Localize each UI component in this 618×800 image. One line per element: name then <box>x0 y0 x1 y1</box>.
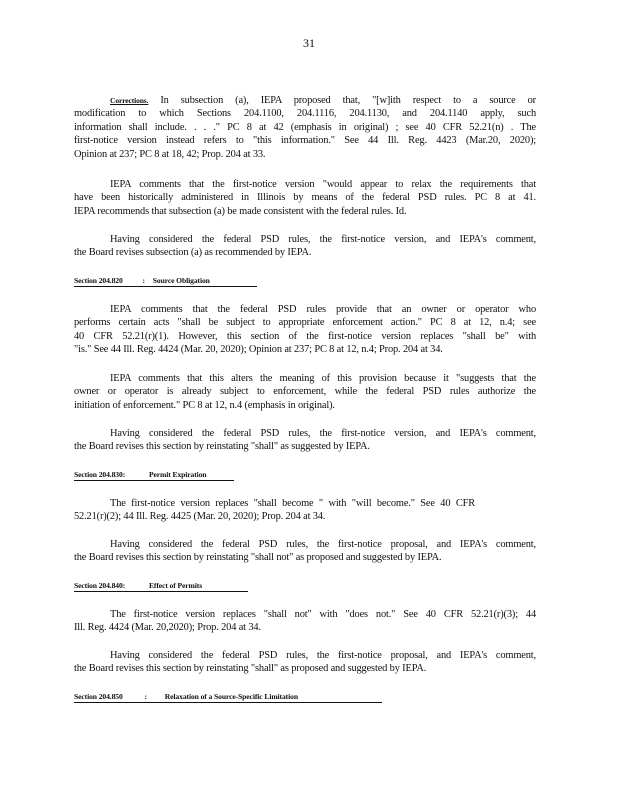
text-line: the Board revises subsection (a) as recommended by IEPA. <box>74 247 312 259</box>
paragraph <box>74 608 536 635</box>
text-line: IEPA comments that the first-notice version "would appear to relax the requirements that <box>110 179 536 190</box>
text-line: Having considered the federal PSD rules, the first-notice version, and IEPA's comment, <box>110 428 536 439</box>
text-line: owner or operator is already subject to enforcement, while the federal PSD rules authorize the <box>74 386 536 398</box>
text-line: the Board revises this section by reinstating "shall not" as proposed and suggested by IEPA. <box>74 552 442 564</box>
text-line: Having considered the federal PSD rules, the first-notice proposal, and IEPA's comment, <box>110 539 536 550</box>
text-line: In subsection (a), IEPA proposed that, "[w]ith respect to a source or <box>160 95 536 106</box>
text-line: Having considered the federal PSD rules, the first-notice version, and IEPA's comment, <box>110 234 536 245</box>
text-line: modification to which Sections 204.1100, 204.1116, 204.1130, and 204.1140 apply, such <box>74 108 536 120</box>
text-line: performs certain acts "shall be subject to appropriate enforcement action." PC 8 at 12, n.4; see <box>74 317 536 329</box>
text-line: Ill. Reg. 4424 (Mar. 20,2020); Prop. 204 at 34. <box>74 622 261 634</box>
text-line: The first-notice version replaces "shall not" with "does not." See 40 CFR 52.21(r)(3); 44 <box>110 609 536 620</box>
section-separator: : <box>142 276 145 285</box>
paragraph <box>74 303 536 357</box>
text-line: 40 CFR 52.21(r)(1). However, this section of the first-notice version replaces "shall be" with <box>74 330 536 342</box>
section-number: Section 204.840: <box>74 581 126 590</box>
text-line: have been historically administered in Illinois by means of the federal PSD rules. PC 8 at 41. <box>74 192 536 204</box>
inline-heading-corrections: Corrections. <box>110 96 149 105</box>
section-title: Permit Expiration <box>148 470 207 479</box>
paragraph <box>74 372 536 412</box>
paragraph <box>74 233 536 260</box>
section-heading-204-820 <box>74 276 257 287</box>
text-line: IEPA recommends that subsection (a) be made consistent with the federal rules. Id. <box>74 205 407 217</box>
text-line: first-notice version instead refers to "this information." See 44 Ill. Reg. 4423 (Mar.20, 2020); <box>74 135 536 147</box>
section-title: Effect of Permits <box>148 581 203 590</box>
paragraph <box>74 538 536 565</box>
section-heading-204-840 <box>74 581 248 592</box>
paragraph <box>74 497 536 524</box>
section-number: Section 204.850 <box>74 692 123 701</box>
text-line: the Board revises this section by reinstating "shall" as suggested by IEPA. <box>74 441 370 453</box>
text-line: "is." See 44 Ill. Reg. 4424 (Mar. 20, 2020); Opinion at 237; PC 8 at 12, n.4; Prop. 204 at 34. <box>74 344 443 356</box>
section-heading-204-850 <box>74 692 382 703</box>
text-line: IEPA comments that this alters the meaning of this provision because it "suggests that the <box>110 373 536 384</box>
text-line: Opinion at 237; PC 8 at 18, 42; Prop. 204 at 33. <box>74 148 266 160</box>
section-heading-204-830 <box>74 470 234 481</box>
section-title: Source Obligation <box>152 276 210 285</box>
text-line: IEPA comments that the federal PSD rules provide that an owner or operator who <box>110 304 536 315</box>
paragraph <box>74 649 536 676</box>
paragraph <box>74 178 536 218</box>
section-title: Relaxation of a Source-Specific Limitation <box>164 692 298 701</box>
page-number: 31 <box>303 36 315 50</box>
paragraph-corrections <box>74 94 536 161</box>
section-number: Section 204.820 <box>74 276 123 285</box>
section-separator: : <box>144 692 147 701</box>
text-line: The first-notice version replaces "shall become " with "will become." See 40 CFR <box>110 498 476 509</box>
text-line: the Board revises this section by reinstating "shall" as proposed and suggested by IEPA. <box>74 663 427 675</box>
text-line: initiation of enforcement." PC 8 at 12, n.4 (emphasis in original). <box>74 399 335 411</box>
text-line: information shall include. . . ." PC 8 at 42 (emphasis in original) ; see 40 CFR 52.21(n) . The <box>74 121 536 133</box>
text-line: Having considered the federal PSD rules, the first-notice proposal, and IEPA's comment, <box>110 650 536 661</box>
paragraph <box>74 427 536 454</box>
text-line: 52.21(r)(2); 44 Ill. Reg. 4425 (Mar. 20, 2020); Prop. 204 at 34. <box>74 511 326 523</box>
section-number: Section 204.830: <box>74 470 126 479</box>
